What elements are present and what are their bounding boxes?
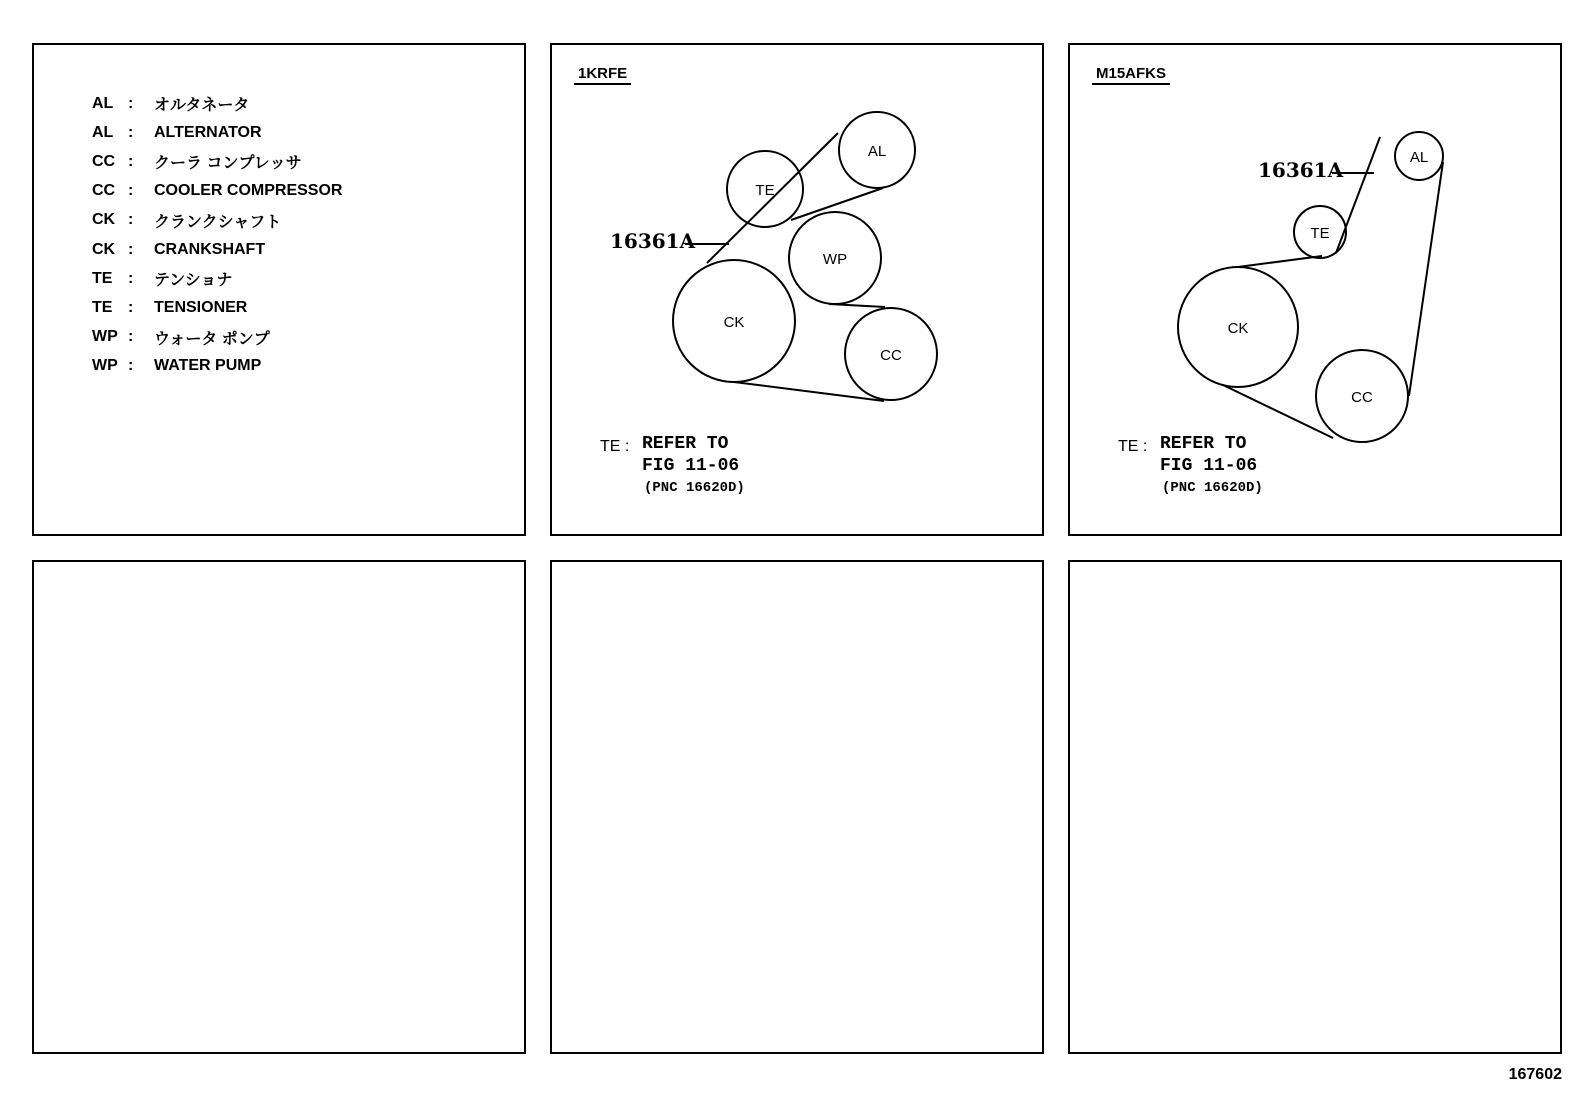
note-line: (PNC 16620D) — [1162, 480, 1263, 496]
legend-row — [92, 177, 342, 206]
legend-row — [92, 264, 342, 293]
note-label: TE : — [600, 438, 630, 455]
legend-description: テンショナ — [154, 272, 233, 290]
legend-separator: : — [128, 152, 134, 170]
note-line: REFER TO — [642, 434, 729, 454]
legend-row — [92, 118, 342, 147]
belt-segment — [1238, 256, 1322, 267]
pulley-label: WP — [822, 251, 848, 268]
legend-row — [92, 323, 342, 352]
legend-row — [92, 147, 342, 176]
legend-description: クーラ コンプレッサ — [154, 155, 302, 173]
belt-segment — [734, 382, 884, 401]
pulley-label: CK — [723, 314, 745, 331]
note-line: FIG 11-06 — [642, 456, 740, 476]
legend-description: COOLER COMPRESSOR — [154, 182, 343, 200]
legend-code: AL — [92, 123, 114, 141]
legend-description: WATER PUMP — [154, 357, 262, 375]
legend-separator: : — [128, 328, 134, 346]
belt-diagram-m15afks — [1068, 43, 1562, 536]
legend-row — [92, 89, 342, 118]
part-number-label: 16361A — [610, 229, 696, 253]
legend-code: WP — [92, 328, 118, 346]
pulley-label: TE — [1310, 225, 1330, 242]
pulley-label: AL — [1409, 149, 1429, 166]
engine-title: M15AFKS — [1092, 65, 1170, 85]
legend-description: クランクシャフト — [154, 213, 282, 231]
belt-diagram-1krfe — [550, 43, 1044, 536]
belt-segment — [1409, 162, 1443, 396]
pulley-label: AL — [867, 143, 887, 160]
legend-description: ウォータ ポンプ — [154, 330, 270, 348]
empty-panel — [32, 560, 526, 1054]
engine-title: 1KRFE — [574, 65, 631, 85]
belt-routing-drawing — [1070, 45, 1560, 534]
note-label: TE : — [1118, 438, 1148, 455]
legend-list — [92, 89, 342, 381]
legend-separator: : — [128, 182, 134, 200]
legend-separator: : — [128, 123, 134, 141]
legend-code: TE — [92, 298, 113, 316]
belt-routing-drawing — [552, 45, 1042, 534]
pulley-label: CK — [1227, 320, 1249, 337]
part-number-label: 16361A — [1258, 158, 1344, 182]
legend-separator: : — [128, 240, 134, 258]
belt-segment — [1336, 137, 1380, 253]
legend-separator: : — [128, 94, 134, 112]
legend-description: ALTERNATOR — [154, 123, 262, 141]
legend-separator: : — [128, 211, 134, 229]
pulley-label: CC — [880, 347, 902, 364]
note-line: FIG 11-06 — [1160, 456, 1258, 476]
legend-code: CC — [92, 152, 116, 170]
pulley-label: TE — [755, 182, 775, 199]
legend-panel — [32, 43, 526, 536]
empty-panel — [1068, 560, 1562, 1054]
legend-row — [92, 293, 342, 322]
legend-description: TENSIONER — [154, 298, 248, 316]
legend-code: CK — [92, 240, 116, 258]
note-line: REFER TO — [1160, 434, 1247, 454]
legend-row — [92, 235, 342, 264]
legend-row — [92, 206, 342, 235]
legend-separator: : — [128, 298, 134, 316]
legend-code: AL — [92, 94, 114, 112]
legend-code: WP — [92, 357, 118, 375]
note-line: (PNC 16620D) — [644, 480, 745, 496]
empty-panel — [550, 560, 1044, 1054]
legend-code: CC — [92, 182, 116, 200]
legend-row — [92, 352, 342, 381]
figure-id: 167602 — [1508, 1066, 1562, 1083]
legend-description: オルタネータ — [154, 97, 250, 115]
legend-separator: : — [128, 357, 134, 375]
legend-code: TE — [92, 269, 113, 287]
legend-separator: : — [128, 269, 134, 287]
legend-description: CRANKSHAFT — [154, 240, 266, 258]
pulley-label: CC — [1351, 389, 1373, 406]
legend-code: CK — [92, 211, 116, 229]
belt-segment — [791, 188, 883, 220]
